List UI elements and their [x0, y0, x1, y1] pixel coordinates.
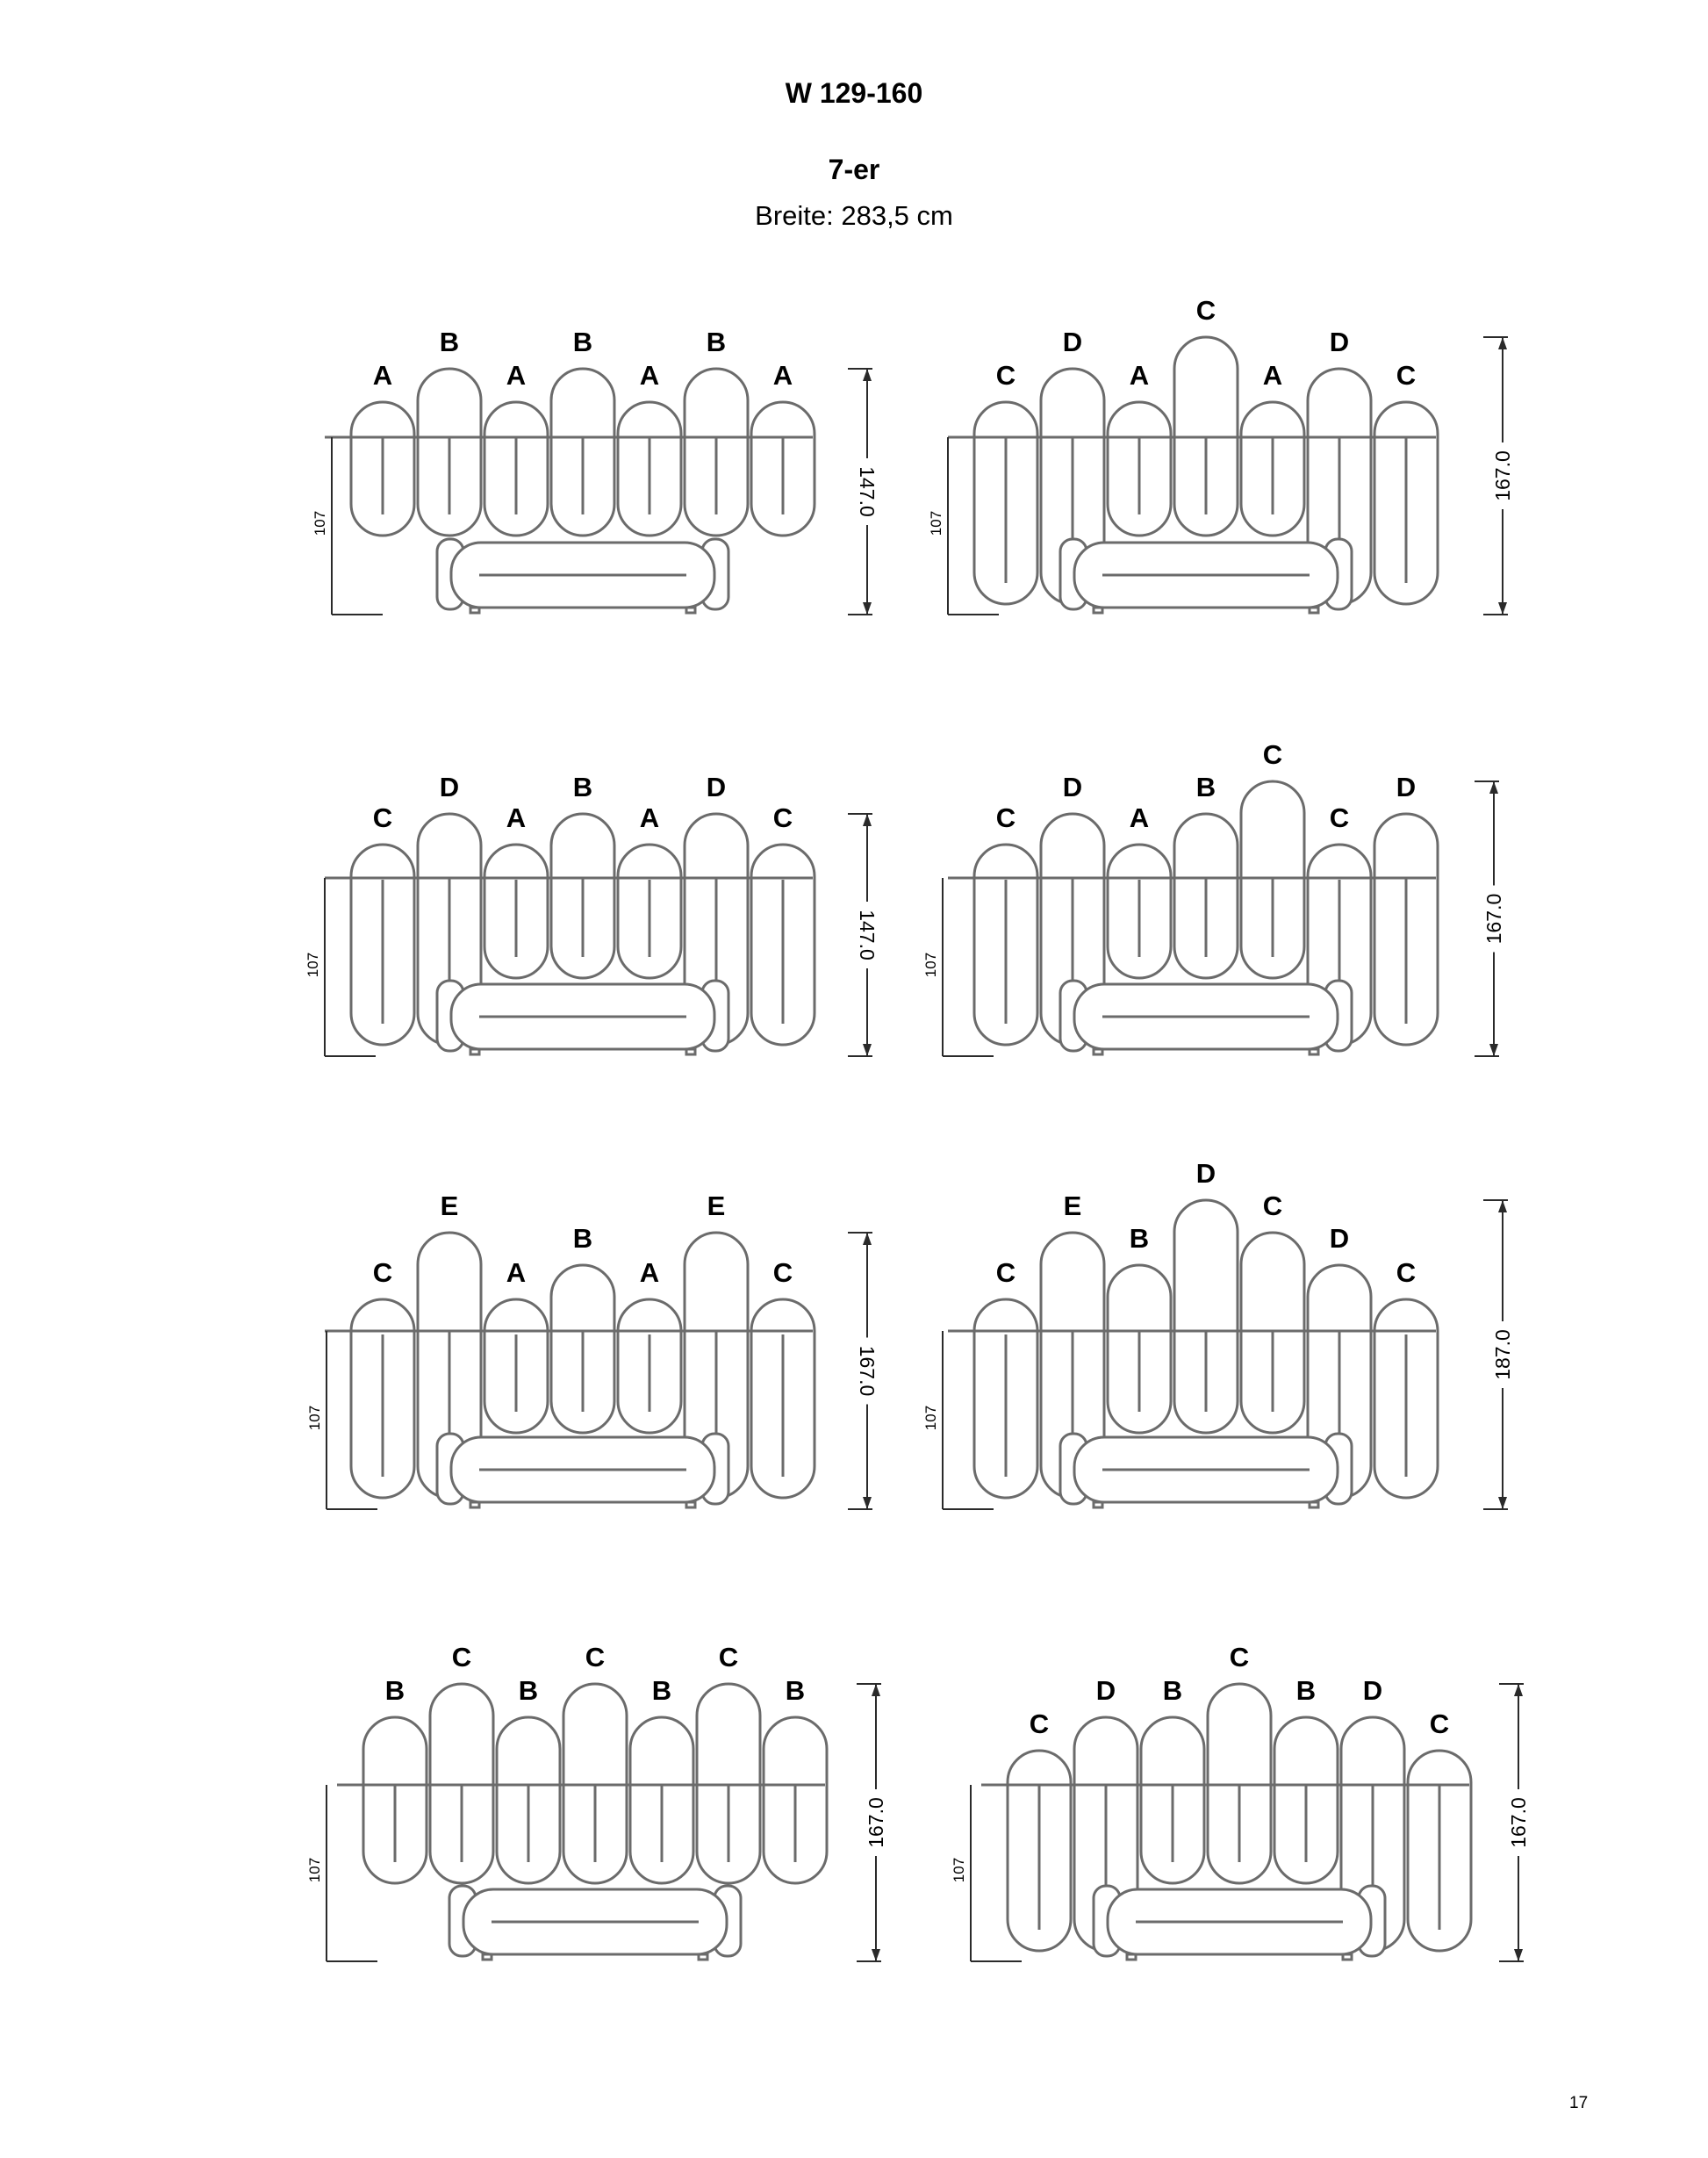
panel-label: D	[706, 772, 727, 802]
panel-label: C	[1262, 1190, 1283, 1221]
backrest-panel	[1174, 1200, 1238, 1433]
panel-label: C	[585, 1642, 606, 1672]
seat-cushion	[437, 539, 728, 613]
panel-label: A	[639, 1257, 660, 1288]
panel-label: D	[1396, 772, 1417, 802]
seat-height-label: 107	[306, 1857, 323, 1883]
backrest-panel	[618, 1299, 681, 1433]
backrest-panel	[974, 1299, 1037, 1498]
panel-label: D	[1095, 1675, 1116, 1706]
panel-label: D	[1362, 1675, 1383, 1706]
panel-label: B	[1295, 1675, 1317, 1706]
panel-label: B	[572, 1223, 593, 1254]
panel-label: A	[1129, 360, 1150, 391]
backrest-panel	[1241, 402, 1304, 536]
seat-height-label: 107	[922, 1405, 939, 1431]
backrest-panel	[618, 402, 681, 536]
backrest-panel	[351, 1299, 414, 1498]
backrest-panel	[551, 369, 614, 536]
backrest-panel	[497, 1717, 560, 1883]
panel-label: E	[1063, 1190, 1082, 1221]
diagram-d4	[922, 739, 1506, 1056]
panel-label: D	[1062, 327, 1083, 357]
seat-cushion	[1060, 539, 1352, 613]
diagram-d7	[306, 1642, 888, 1961]
total-height-label: 167.0	[856, 1345, 879, 1397]
panel-label: B	[384, 1675, 405, 1706]
panel-label: B	[1129, 1223, 1150, 1254]
backrest-panel	[351, 845, 414, 1045]
backrest-panel	[1108, 1265, 1171, 1433]
backrest-panel	[974, 845, 1037, 1045]
panel-label: C	[1396, 360, 1417, 391]
panel-label: C	[772, 802, 793, 833]
panel-label: D	[1329, 327, 1350, 357]
backrest-panel	[1174, 814, 1238, 978]
seat-height-label: 107	[928, 510, 944, 536]
seat-cushion	[1094, 1886, 1385, 1960]
backrest-panel	[974, 402, 1037, 604]
seat-cushion	[449, 1886, 741, 1960]
total-height-label: 187.0	[1491, 1329, 1514, 1380]
panel-label: C	[1262, 739, 1283, 770]
total-height-label: 147.0	[856, 910, 879, 960]
backrest-panel	[1374, 402, 1438, 604]
diagram-d5	[306, 1190, 879, 1509]
backrest-panel	[551, 1265, 614, 1433]
panel-label: A	[639, 802, 660, 833]
backrest-panel	[351, 402, 414, 536]
seat-height-label: 107	[306, 1405, 323, 1431]
backrest-panel	[1141, 1717, 1204, 1883]
panel-label: B	[785, 1675, 806, 1706]
panel-label: E	[440, 1190, 459, 1221]
backrest-panel	[1108, 845, 1171, 978]
panel-label: C	[1229, 1642, 1250, 1672]
seat-height-label: 107	[951, 1857, 967, 1883]
backrest-panel	[1008, 1751, 1071, 1951]
backrest-panel	[484, 845, 548, 978]
panel-label: D	[439, 772, 460, 802]
backrest-panel	[1241, 1233, 1304, 1433]
panel-label: A	[506, 360, 527, 391]
panel-label: E	[707, 1190, 726, 1221]
diagram-d8	[951, 1642, 1531, 1961]
backrest-panel	[484, 402, 548, 536]
backrest-panel	[1108, 402, 1171, 536]
total-height-dimension	[857, 1684, 888, 1961]
seat-height-label: 107	[922, 952, 939, 978]
panel-label: A	[506, 1257, 527, 1288]
panel-label: A	[772, 360, 793, 391]
diagram-d1	[312, 327, 879, 615]
panel-label: C	[1429, 1708, 1450, 1739]
panel-label: C	[1195, 295, 1216, 326]
panel-label: B	[439, 327, 460, 357]
backrest-panel	[1241, 781, 1304, 978]
panel-label: C	[995, 802, 1016, 833]
total-height-dimension	[1475, 781, 1506, 1056]
panel-label: C	[772, 1257, 793, 1288]
panel-label: C	[372, 1257, 393, 1288]
total-height-label: 167.0	[1491, 450, 1514, 501]
seat-cushion	[437, 1434, 728, 1507]
panel-label: D	[1195, 1158, 1216, 1189]
panel-label: A	[506, 802, 527, 833]
panel-label: D	[1329, 1223, 1350, 1254]
page-number: 17	[1569, 2094, 1589, 2112]
backrest-panel	[630, 1717, 693, 1883]
total-height-label: 167.0	[1482, 893, 1505, 945]
seat-height-label: 107	[305, 952, 321, 978]
panel-label: C	[1329, 802, 1350, 833]
total-height-dimension	[1499, 1684, 1531, 1961]
model-title: W 129-160	[785, 77, 923, 109]
total-height-dimension	[1483, 1200, 1515, 1509]
total-height-label: 147.0	[856, 466, 879, 517]
backrest-panel	[751, 402, 815, 536]
panel-label: C	[995, 1257, 1016, 1288]
panel-label: B	[1162, 1675, 1183, 1706]
panel-label: A	[1262, 360, 1283, 391]
total-height-label: 167.0	[1507, 1797, 1530, 1848]
backrest-panel	[1408, 1751, 1471, 1951]
backrest-panel	[751, 1299, 815, 1498]
total-height-dimension	[848, 369, 879, 615]
backrest-panel	[1374, 814, 1438, 1045]
backrest-panel	[618, 845, 681, 978]
backrest-panel	[751, 845, 815, 1045]
panel-label: B	[706, 327, 727, 357]
backrest-panel	[1374, 1299, 1438, 1498]
panel-label: B	[572, 772, 593, 802]
diagram-d3	[305, 772, 879, 1056]
seat-height-label: 107	[312, 510, 328, 536]
panel-label: B	[651, 1675, 672, 1706]
backrest-panel	[484, 1299, 548, 1433]
panel-label: A	[1129, 802, 1150, 833]
backrest-panel	[1274, 1717, 1338, 1883]
total-height-dimension	[848, 1233, 879, 1509]
backrest-panel	[363, 1717, 427, 1883]
panel-label: C	[451, 1642, 472, 1672]
diagram-d2	[928, 295, 1515, 615]
backrest-panel	[685, 369, 748, 536]
panel-label: C	[995, 360, 1016, 391]
diagram-d6	[922, 1158, 1515, 1509]
panel-label: C	[1396, 1257, 1417, 1288]
backrest-panel	[551, 814, 614, 978]
panel-label: D	[1062, 772, 1083, 802]
panel-label: A	[372, 360, 393, 391]
width-subtitle: Breite: 283,5 cm	[755, 200, 953, 231]
panel-label: C	[1029, 1708, 1050, 1739]
backrest-panel	[418, 369, 481, 536]
seat-cushion	[437, 981, 728, 1054]
seat-cushion	[1060, 981, 1352, 1054]
total-height-dimension	[1483, 337, 1515, 615]
seat-cushion	[1060, 1434, 1352, 1507]
panel-label: B	[518, 1675, 539, 1706]
panel-label: A	[639, 360, 660, 391]
panel-label: C	[718, 1642, 739, 1672]
configuration-title: 7-er	[828, 154, 880, 185]
panel-label: B	[1195, 772, 1216, 802]
panel-label: B	[572, 327, 593, 357]
backrest-panel	[764, 1717, 827, 1883]
total-height-dimension	[848, 814, 879, 1056]
total-height-label: 167.0	[865, 1797, 887, 1848]
panel-label: C	[372, 802, 393, 833]
